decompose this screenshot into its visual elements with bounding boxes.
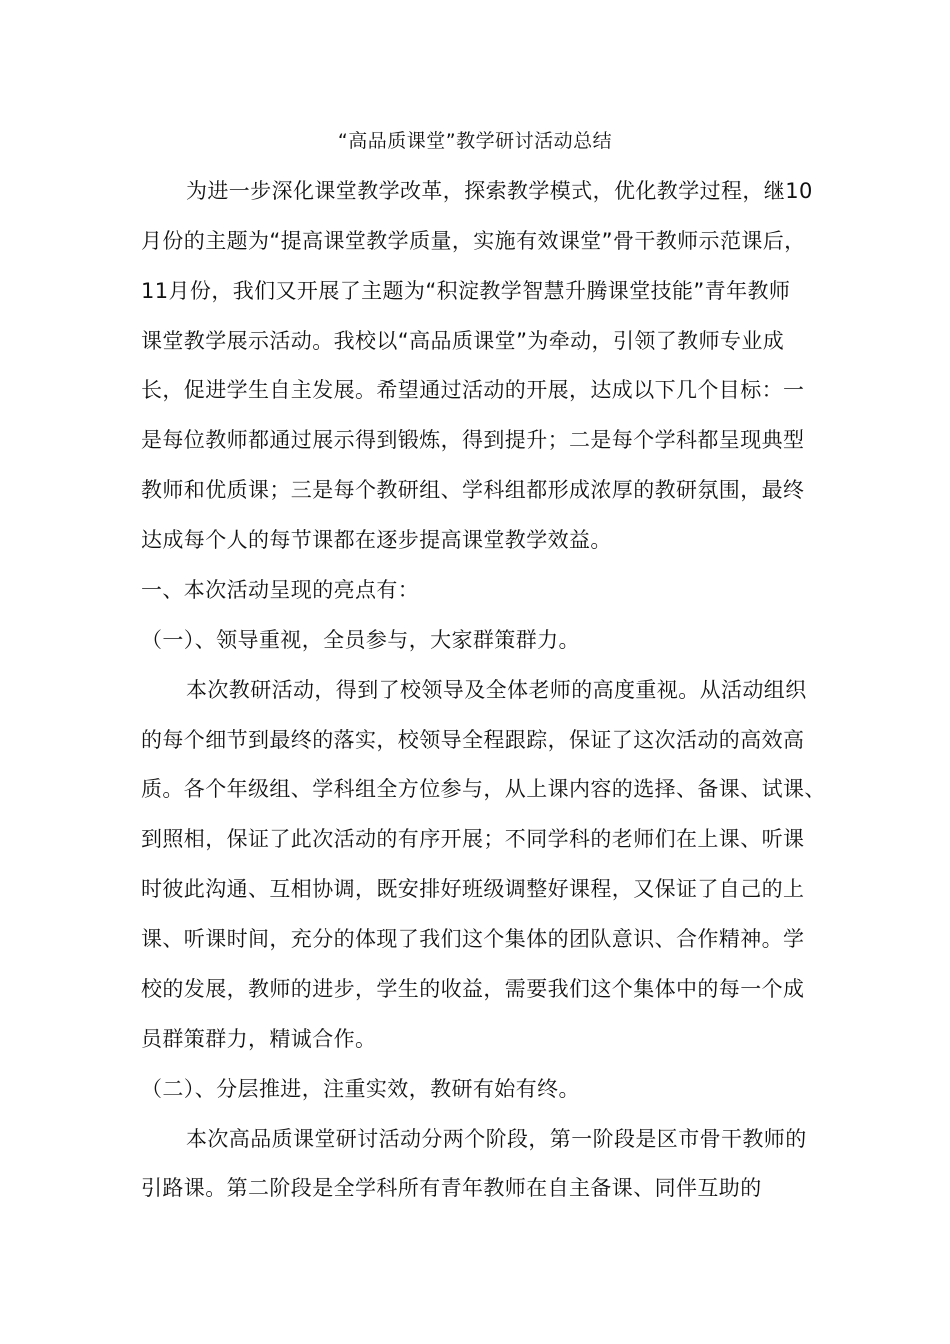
paragraph-line: 课堂教学展示活动。我校以“高品质课堂”为牵动，引领了教师专业成 bbox=[141, 329, 785, 353]
subsection-heading: （二）、分层推进，注重实效，教研有始有终。 bbox=[141, 1077, 580, 1101]
paragraph-line: 教师和优质课；三是每个教研组、学科组都形成浓厚的教研氛围，最终 bbox=[141, 478, 805, 502]
paragraph-line: 到照相，保证了此次活动的有序开展；不同学科的老师们在上课、听课 bbox=[141, 827, 805, 851]
document-title: “高品质课堂”教学研讨活动总结 bbox=[337, 130, 613, 152]
paragraph-line: 校的发展，教师的进步，学生的收益，需要我们这个集体中的每一个成 bbox=[141, 977, 805, 1001]
paragraph-line: 引路课。第二阶段是全学科所有青年教师在自主备课、同伴互助的 bbox=[141, 1176, 762, 1200]
paragraph-line: 为进一步深化课堂教学改革，探索教学模式，优化教学过程，继10 bbox=[186, 179, 813, 203]
paragraph-line: 本次教研活动，得到了校领导及全体老师的高度重视。从活动组织 bbox=[186, 678, 807, 702]
paragraph-line: 长，促进学生自主发展。希望通过活动的开展，达成以下几个目标：一 bbox=[141, 378, 805, 402]
paragraph-line: 本次高品质课堂研讨活动分两个阶段，第一阶段是区市骨干教师的 bbox=[186, 1127, 807, 1151]
paragraph-line: 是每位教师都通过展示得到锻炼，得到提升；二是每个学科都呈现典型 bbox=[141, 428, 805, 452]
paragraph-line: 质。各个年级组、学科组全方位参与，从上课内容的选择、备课、试课、 bbox=[141, 777, 826, 801]
paragraph-line: 课、听课时间，充分的体现了我们这个集体的团队意识、合作精神。学 bbox=[141, 927, 805, 951]
paragraph-line: 时彼此沟通、互相协调，既安排好班级调整好课程，又保证了自己的上 bbox=[141, 877, 805, 901]
paragraph-line: 月份的主题为“提高课堂教学质量，实施有效课堂”骨干教师示范课后， bbox=[141, 229, 806, 253]
section-heading: 一、本次活动呈现的亮点有： bbox=[141, 578, 420, 602]
subsection-heading: （一）、领导重视，全员参与，大家群策群力。 bbox=[141, 628, 580, 652]
paragraph-line: 达成每个人的每节课都在逐步提高课堂教学效益。 bbox=[141, 528, 612, 552]
paragraph-line: 的每个细节到最终的落实，校领导全程跟踪，保证了这次活动的高效高 bbox=[141, 728, 805, 752]
paragraph-line: 11月份，我们又开展了主题为“积淀教学智慧升腾课堂技能”青年教师 bbox=[141, 279, 791, 303]
paragraph-line: 员群策群力，精诚合作。 bbox=[141, 1027, 377, 1051]
